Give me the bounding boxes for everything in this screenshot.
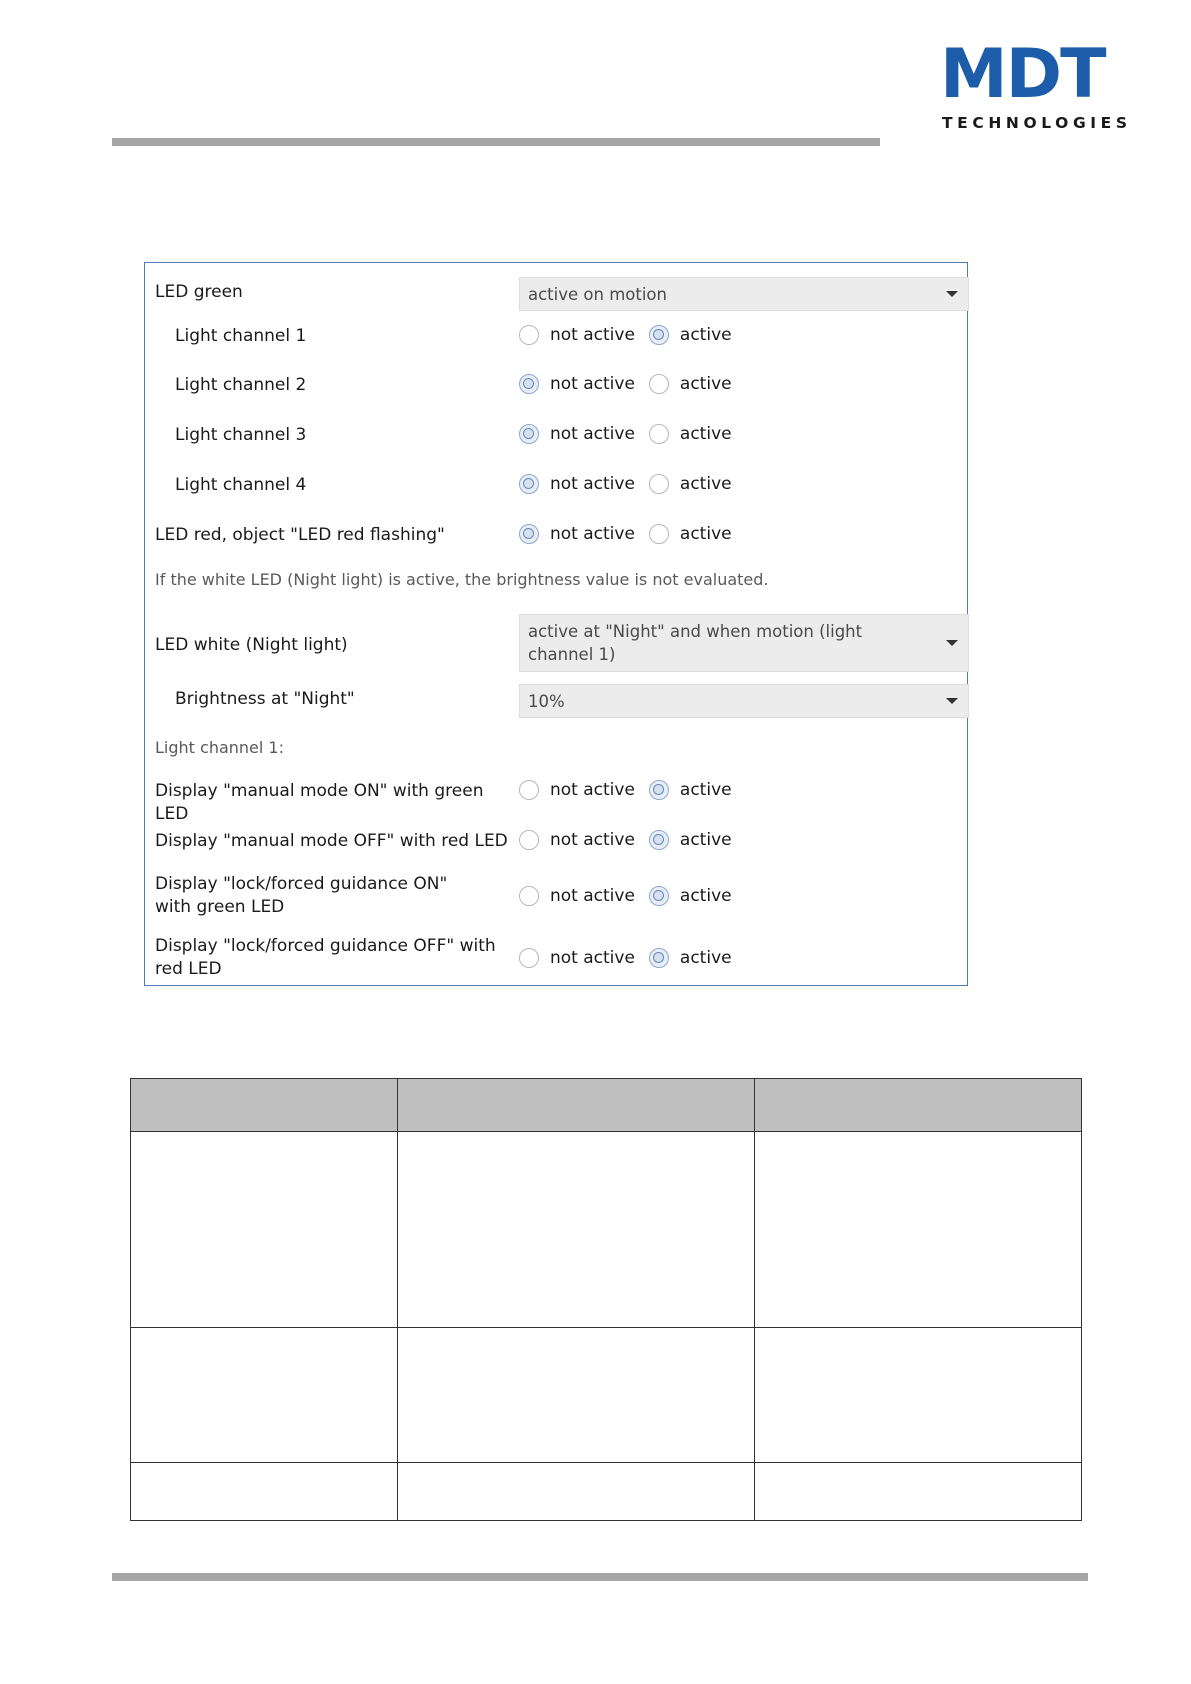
display-label: Display "lock/forced guidance ON" with green LED xyxy=(155,874,448,917)
led-white-label: LED white (Night light) xyxy=(155,635,348,655)
radio-circle-icon xyxy=(519,948,539,968)
display-label: Display "manual mode OFF" with red LED xyxy=(155,831,508,851)
radio-circle-icon xyxy=(649,524,669,544)
radio-active[interactable] xyxy=(649,424,732,444)
radio-selected-icon xyxy=(519,374,539,394)
channel-label: Light channel 3 xyxy=(175,425,307,445)
led-white-dropdown[interactable] xyxy=(519,614,969,672)
section-heading-channel1: Light channel 1: xyxy=(155,738,284,757)
radio-label: active xyxy=(679,374,732,394)
radio-not-active[interactable] xyxy=(519,886,635,906)
parameter-panel xyxy=(144,262,968,986)
radio-selected-icon xyxy=(519,474,539,494)
table-cell xyxy=(755,1328,1082,1463)
radio-label: not active xyxy=(550,886,635,906)
led-green-label: LED green xyxy=(155,282,243,302)
radio-not-active[interactable] xyxy=(519,524,635,544)
led-red-radio-group xyxy=(519,524,746,544)
table-cell xyxy=(398,1463,755,1521)
display-label: Display "manual mode ON" with green LED xyxy=(155,781,484,824)
table-row xyxy=(131,1132,1082,1328)
chevron-down-icon xyxy=(946,698,958,704)
radio-selected-icon xyxy=(649,886,669,906)
radio-circle-icon xyxy=(519,325,539,345)
radio-circle-icon xyxy=(649,374,669,394)
chevron-down-icon xyxy=(946,291,958,297)
table-cell xyxy=(755,1132,1082,1328)
radio-label: active xyxy=(679,325,732,345)
info-text-white-led: If the white LED (Night light) is active, the brightness value is not evaluated. xyxy=(155,570,769,589)
radio-selected-icon xyxy=(519,524,539,544)
table-row xyxy=(131,1328,1082,1463)
radio-circle-icon xyxy=(649,474,669,494)
chevron-down-icon xyxy=(946,640,958,646)
radio-selected-icon xyxy=(649,325,669,345)
channel-radio-group xyxy=(519,374,746,394)
radio-label: active xyxy=(679,830,732,850)
radio-label: active xyxy=(679,886,732,906)
radio-not-active[interactable] xyxy=(519,780,635,800)
radio-selected-icon xyxy=(649,948,669,968)
table-cell xyxy=(131,1132,398,1328)
radio-not-active[interactable] xyxy=(519,424,635,444)
led-red-label: LED red, object "LED red flashing" xyxy=(155,525,445,545)
radio-not-active[interactable] xyxy=(519,474,635,494)
display-radio-group xyxy=(519,780,746,800)
radio-circle-icon xyxy=(649,424,669,444)
radio-circle-icon xyxy=(519,886,539,906)
parameter-table xyxy=(130,1078,1082,1521)
radio-active[interactable] xyxy=(649,830,732,850)
footer-rule xyxy=(112,1573,1088,1581)
channel-radio-group xyxy=(519,325,746,345)
channel-radio-group xyxy=(519,424,746,444)
radio-active[interactable] xyxy=(649,474,732,494)
radio-label: not active xyxy=(550,524,635,544)
brightness-dropdown[interactable] xyxy=(519,684,969,718)
led-white-value: active at "Night" and when motion (light channel 1) xyxy=(528,622,863,664)
display-radio-group xyxy=(519,886,746,906)
radio-not-active[interactable] xyxy=(519,325,635,345)
radio-selected-icon xyxy=(649,830,669,850)
table-cell xyxy=(755,1463,1082,1521)
radio-label: not active xyxy=(550,948,635,968)
radio-label: not active xyxy=(550,780,635,800)
radio-not-active[interactable] xyxy=(519,374,635,394)
table-header-cell xyxy=(398,1079,755,1132)
radio-active[interactable] xyxy=(649,374,732,394)
header-rule xyxy=(112,138,880,146)
radio-not-active[interactable] xyxy=(519,948,635,968)
radio-label: active xyxy=(679,524,732,544)
channel-radio-group xyxy=(519,474,746,494)
table-cell xyxy=(398,1132,755,1328)
mdt-logo xyxy=(940,35,1132,132)
radio-active[interactable] xyxy=(649,524,732,544)
table-row xyxy=(131,1463,1082,1521)
table-header-row xyxy=(131,1079,1082,1132)
brightness-value: 10% xyxy=(528,692,565,711)
brightness-label: Brightness at "Night" xyxy=(175,689,355,709)
display-label: Display "lock/forced guidance OFF" with red LED xyxy=(155,936,496,979)
display-radio-group xyxy=(519,830,746,850)
logo-subtitle: TECHNOLOGIES xyxy=(942,114,1132,132)
radio-label: not active xyxy=(550,474,635,494)
radio-label: not active xyxy=(550,830,635,850)
radio-selected-icon xyxy=(519,424,539,444)
radio-selected-icon xyxy=(649,780,669,800)
logo-mark: MDT xyxy=(940,35,1105,114)
radio-label: not active xyxy=(550,424,635,444)
table-cell xyxy=(131,1463,398,1521)
led-green-dropdown[interactable] xyxy=(519,277,969,311)
radio-label: active xyxy=(679,474,732,494)
led-green-value: active on motion xyxy=(528,285,667,304)
radio-active[interactable] xyxy=(649,886,732,906)
radio-active[interactable] xyxy=(649,948,732,968)
radio-label: not active xyxy=(550,374,635,394)
channel-label: Light channel 4 xyxy=(175,475,307,495)
radio-circle-icon xyxy=(519,780,539,800)
table-cell xyxy=(131,1328,398,1463)
radio-label: not active xyxy=(550,325,635,345)
radio-label: active xyxy=(679,948,732,968)
channel-label: Light channel 1 xyxy=(175,326,307,346)
radio-circle-icon xyxy=(519,830,539,850)
radio-not-active[interactable] xyxy=(519,830,635,850)
table-header-cell xyxy=(755,1079,1082,1132)
radio-label: active xyxy=(679,424,732,444)
radio-active[interactable] xyxy=(649,780,732,800)
radio-label: active xyxy=(679,780,732,800)
channel-label: Light channel 2 xyxy=(175,375,307,395)
table-cell xyxy=(398,1328,755,1463)
radio-active[interactable] xyxy=(649,325,732,345)
table-header-cell xyxy=(131,1079,398,1132)
display-radio-group xyxy=(519,948,746,968)
